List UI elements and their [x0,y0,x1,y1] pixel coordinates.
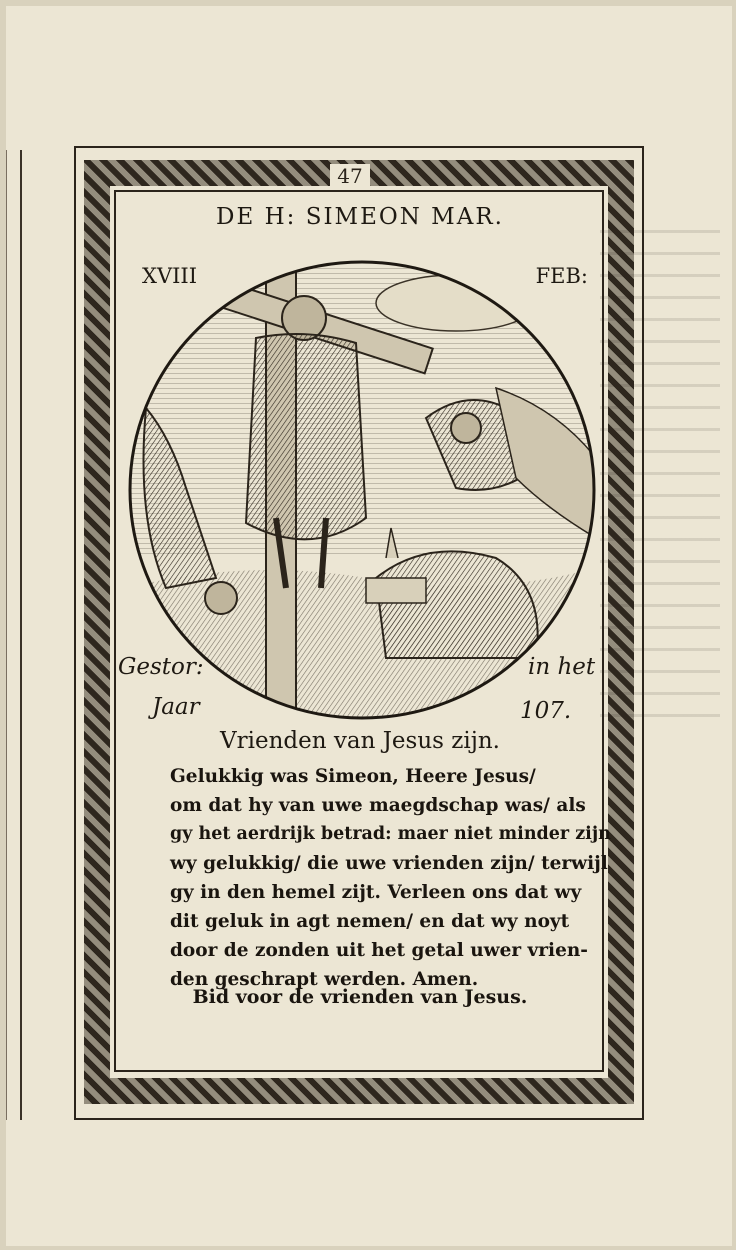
caption-heading: Vrienden van Jesus zijn. [220,728,500,754]
text-line: gy in den hemel zijt. Verleen ons dat wy [170,882,582,903]
text-line: om dat hy van uwe maegdschap was/ als [170,795,586,816]
date-month: FEB: [535,264,588,288]
date-day: XVIII [142,264,198,288]
text-line: gy het aerdrijk betrad: maer niet minder zijn [170,824,611,844]
inscription-in-the: in het [528,654,596,680]
text-line: wy gelukkig/ die uwe vrienden zijn/ terwijl [170,853,608,874]
inscription-died: Gestor: [118,654,204,680]
text-line: den geschrapt werden. Amen. [170,969,479,990]
text-line: door de zonden uit het getal uwer vrien- [170,940,588,961]
devotional-text [170,762,611,994]
page-number: 47 [330,164,370,188]
inscription-year: Jaar [152,694,200,720]
prayer-line: Bid voor de vrienden van Jesus. [192,986,528,1008]
inscription-year-number: 107. [520,698,572,724]
show-through-text [600,230,720,730]
adjacent-page-border [8,150,22,1120]
text-line: Gelukkig was Simeon, Heere Jesus/ [170,766,536,787]
text-line: dit geluk in agt nemen/ en dat wy noyt [170,911,570,932]
print-title: DE H: SIMEON MAR. [216,204,504,230]
engraving-medallion [126,258,596,720]
adjacent-page-edge [0,150,7,1120]
